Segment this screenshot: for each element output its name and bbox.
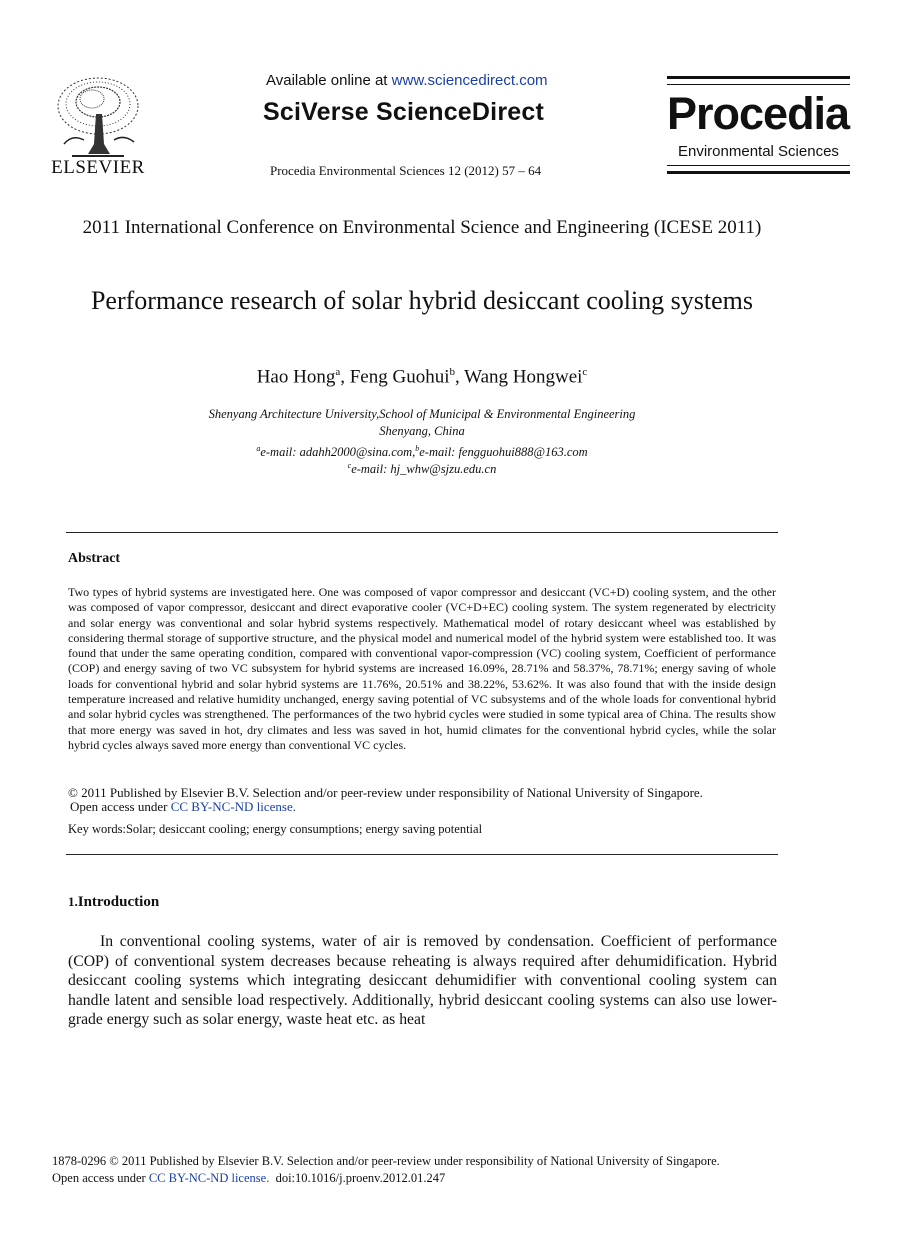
platform-name: SciVerse ScienceDirect — [263, 98, 544, 126]
availability-prefix: Available online at — [266, 72, 392, 89]
email-mark: a — [256, 444, 261, 453]
footer-license-link[interactable]: CC BY-NC-ND license. — [148, 1171, 270, 1185]
open-access-prefix: Open access under — [70, 799, 171, 814]
brand-rule-bottom-thin — [667, 165, 850, 166]
author-name: Hao Hong — [256, 366, 336, 388]
section-title: Introduction — [77, 894, 160, 910]
abstract-copyright: © 2011 Published by Elsevier B.V. Selection and/or peer-review under responsibility of National University of Singapore. — [68, 785, 703, 800]
doi: doi:10.1016/j.proenv.2012.01.247 — [275, 1171, 446, 1185]
brand-rule-top-thick — [667, 76, 850, 79]
email-mark: c — [347, 461, 352, 470]
author-name: Feng Guohui — [349, 366, 450, 388]
author-name: Wang Hongwei — [464, 366, 583, 388]
intro-paragraph: In conventional cooling systems, water of air is removed by condensation. Coefficient of performance (COP) of conventional system decreases because reheating is always required after dehumidification. Hybrid desiccant cooling systems which integrating desiccant dehumidifier with conventional cooling system can handle latent and sensible load respectively. Additionally, hybrid desiccant cooling systems can also use lower-grade energy such as solar energy, waste heat etc. as heat — [68, 933, 777, 1028]
sciencedirect-link[interactable]: www.sciencedirect.com — [391, 72, 548, 89]
email-text: e-mail: fengguohui888@163.com — [419, 445, 588, 460]
publisher-name: ELSEVIER — [51, 157, 145, 178]
abstract-heading: Abstract — [68, 551, 121, 566]
author-affil-mark: b — [449, 366, 455, 378]
email-text: e-mail: hj_whw@sjzu.edu.cn — [351, 462, 497, 477]
brand-rule-top-thin — [667, 84, 850, 85]
email-mark: b — [415, 444, 420, 453]
journal-citation: Procedia Environmental Sciences 12 (2012) 57 – 64 — [270, 163, 542, 178]
affiliation-line: Shenyang Architecture University,School of Municipal & Environmental Engineering — [208, 407, 636, 421]
brand-rule-bottom-thick — [667, 171, 850, 174]
section-number: 1. — [68, 894, 78, 909]
author-list: Hao Hong$^a$, Feng Guohui$^b$, Wang Hongwei$^c$ — [256, 366, 588, 388]
section-rule — [66, 532, 778, 533]
paper-title: Performance research of solar hybrid desiccant cooling systems — [90, 286, 754, 315]
brand-subtitle: Environmental Sciences — [678, 143, 839, 160]
author-affil-mark: c — [582, 366, 588, 378]
elsevier-tree-logo — [52, 74, 144, 160]
footer-license-doi — [52, 1171, 445, 1186]
availability-line — [266, 72, 548, 89]
footer-copyright: 1878-0296 © 2011 Published by Elsevier B.V. Selection and/or peer-review under responsibility of National University of Singapore. — [52, 1154, 720, 1168]
email-text: e-mail: adahh2000@sina.com, — [260, 445, 416, 460]
conference-name: 2011 International Conference on Environmental Science and Engineering (ICESE 2011) — [82, 217, 762, 238]
author-affil-mark: a — [335, 366, 341, 378]
section-heading — [68, 894, 159, 911]
abstract-body: Two types of hybrid systems are investigated here. One was composed of vapor compressor and desiccant (VC+D) cooling system, and the other was composed of vapor compressor, desiccant and direct evaporative cooler (VC+D+EC) cooling system. The system regenerated by electricity and solar energy was conventional and solar hybrid systems respectively. Mathematical model of rotary desiccant wheel was established by considering thermal storage of supportive structure, and the physical model and numerical model of the hybrid system were established too. It was found that under the same operating condition, compared with conventional vapor-compression (VC) cooling system, Coefficient of performance (COP) and energy saving of two VC subsystem for hybrid systems are increased 16.09%, 28.71% and 58.37%, 78.71%; energy saving of whole loads for conventional hybrid and solar hybrid systems are 11.76%, 20.51% and 38.22%, 53.62%. It was also found that with the inside design temperature increased and relative humidity unchanged, energy saving potential of VC subsystems and of the whole loads for conventional hybrid and solar hybrid cycles was strengthened. The performances of the two hybrid cycles were studied in some typical area of China. The results show that more energy was saved in hot, dry climates and less was saved in hot, humid climates for the conventional hybrid cycles, while the solar hybrid cycles always saved more energy than conventional VC cycles. — [68, 585, 776, 752]
affiliation-city: Shenyang, China — [379, 424, 465, 438]
brand-logo-text: Procedia — [667, 88, 850, 139]
section-rule — [66, 854, 778, 855]
license-link[interactable]: CC BY-NC-ND license. — [170, 799, 297, 814]
open-access-line — [70, 799, 296, 815]
keywords: Key words:Solar; desiccant cooling; energy consumptions; energy saving potential — [68, 822, 483, 836]
footer-open-access-prefix: Open access under — [52, 1171, 149, 1185]
email-line — [60, 457, 784, 478]
